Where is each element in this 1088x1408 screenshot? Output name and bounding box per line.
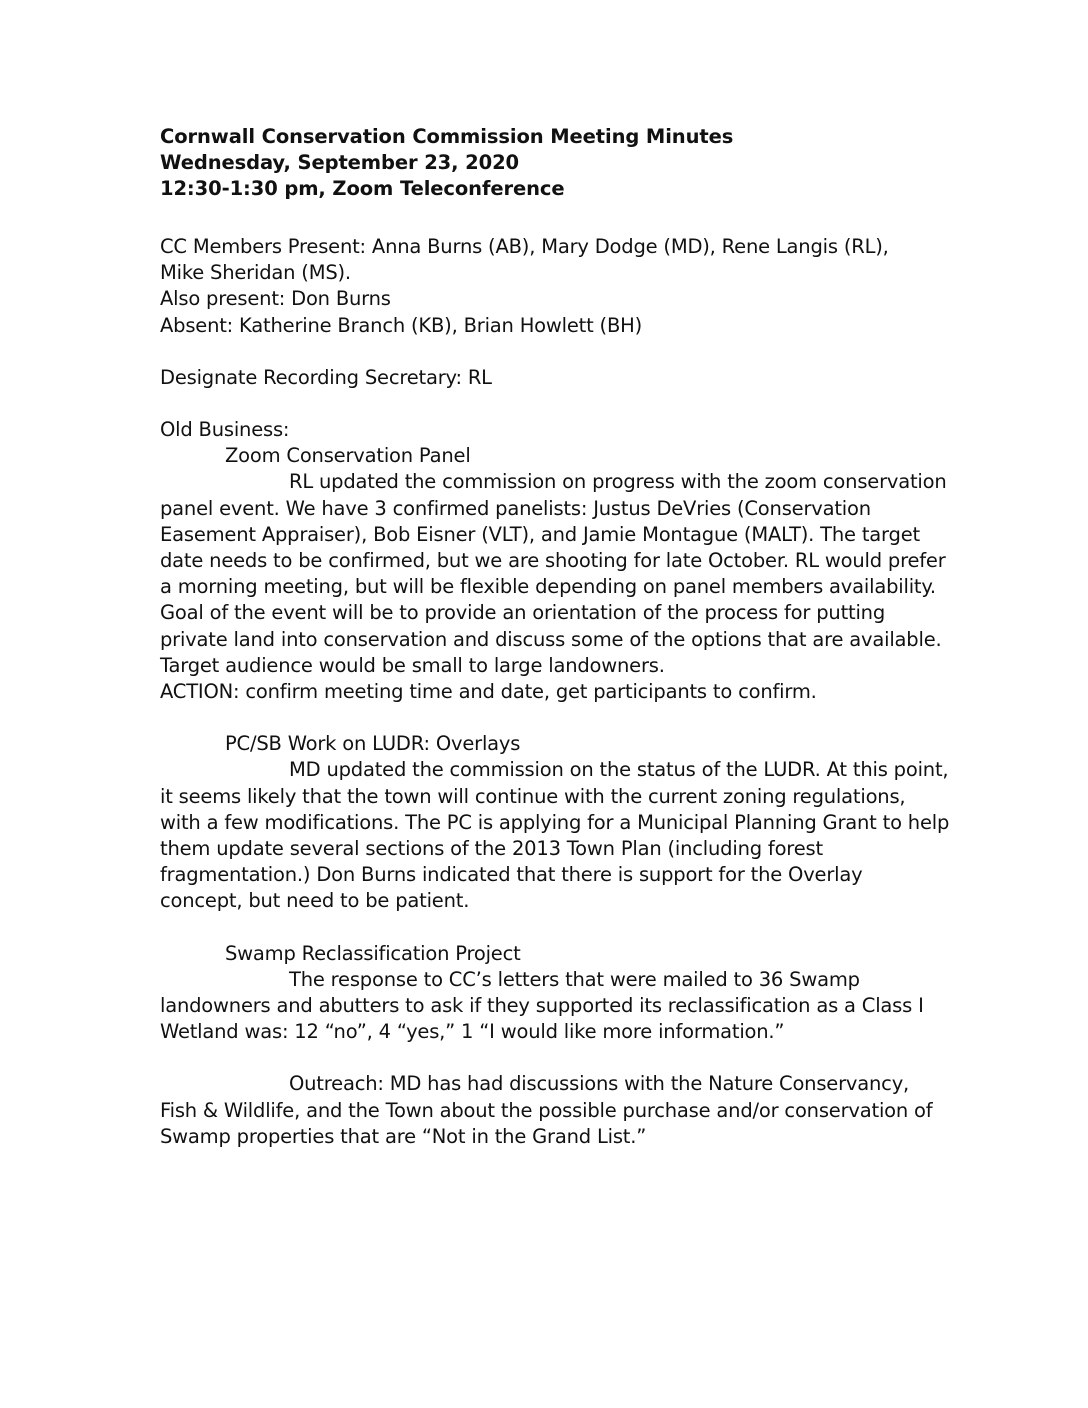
agenda-item-ludr-overlays bbox=[160, 731, 950, 914]
agenda-item-swamp-reclassification bbox=[160, 941, 950, 1150]
spacer bbox=[160, 1045, 950, 1071]
document-header bbox=[160, 124, 950, 202]
item-heading: Swamp Reclassification Project bbox=[225, 941, 521, 965]
absent-members: Absent: Katherine Branch (KB), Brian Howlett (BH) bbox=[160, 313, 643, 337]
spacer bbox=[160, 339, 950, 365]
meeting-date: Wednesday, September 23, 2020 bbox=[160, 151, 520, 174]
action-item: ACTION: confirm meeting time and date, get participants to confirm. bbox=[160, 680, 817, 704]
meeting-time-place: 12:30-1:30 pm, Zoom Teleconference bbox=[160, 177, 565, 200]
members-present-line1: CC Members Present: Anna Burns (AB), Mary Dodge (MD), Rene Langis (RL), bbox=[160, 235, 889, 258]
attendance-section bbox=[160, 234, 950, 339]
old-business-label: Old Business: bbox=[160, 418, 290, 442]
outreach-note: Outreach: MD has had discussions with the Nature Conservancy, Fish & Wildlife, and the Town about the possible purchase and/or conservation of Swamp properties that are “Not in the Grand List.” bbox=[160, 1072, 933, 1148]
agenda-item-zoom-panel bbox=[160, 443, 950, 705]
item-heading: PC/SB Work on LUDR: Overlays bbox=[225, 732, 521, 756]
members-present-line2: Mike Sheridan (MS). bbox=[160, 261, 351, 285]
item-body: MD updated the commission on the status of the LUDR. At this point, it seems likely that the town will continue with the current zoning regulations, with a few modifications. The PC is applying for a Municipal Planning Grant to help them update several sections of the 2013 Town Plan (including forest fragmentation.) Don Burns indicated that there is support for the Overlay concept, but need to be patient. bbox=[160, 758, 950, 913]
also-present: Also present: Don Burns bbox=[160, 287, 391, 311]
recording-secretary: Designate Recording Secretary: RL bbox=[160, 365, 492, 389]
spacer bbox=[160, 705, 950, 731]
item-heading: Zoom Conservation Panel bbox=[225, 444, 471, 468]
spacer bbox=[160, 391, 950, 417]
item-body: The response to CC’s letters that were mailed to 36 Swamp landowners and abutters to ask if they supported its reclassification as a Class I Wetland was: 12 “no”, 4 “yes,” 1 “I would like more information.” bbox=[160, 967, 924, 1044]
document-title: Cornwall Conservation Commission Meeting Minutes bbox=[160, 125, 734, 148]
spacer bbox=[160, 915, 950, 941]
document-page bbox=[160, 124, 950, 1150]
item-body: RL updated the commission on progress with the zoom conservation panel event. We have 3 confirmed panelists: Justus DeVries (Conservation Easement Appraiser), Bob Eisner (VLT), and Jamie Montague (MALT). The target date needs to be confirmed, but we are shooting for late October. RL would prefer a morning meeting, but will be flexible depending on panel members availability. Goal of the event will be to provide an orientation of the process for putting private land into conservation and discuss some of the options that are available. Target audience would be small to large landowners. bbox=[160, 470, 947, 677]
spacer bbox=[160, 202, 950, 228]
